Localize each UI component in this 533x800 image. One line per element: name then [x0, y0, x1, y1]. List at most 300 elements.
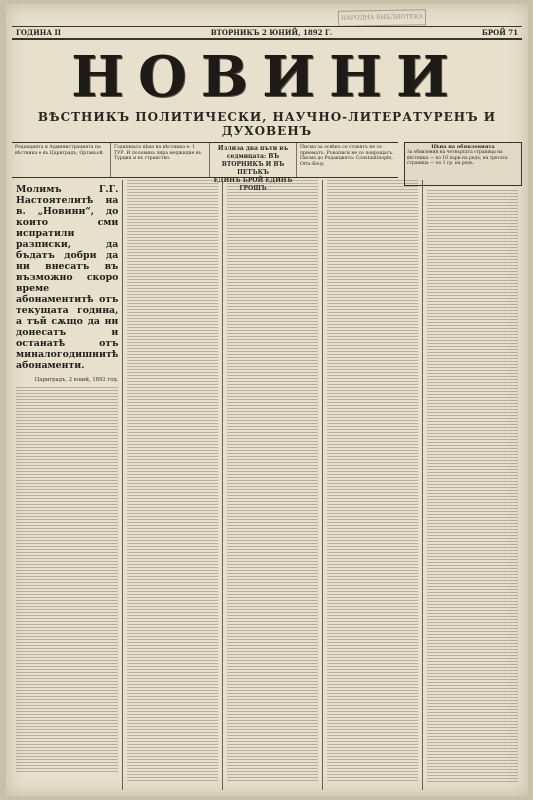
text-lines: [427, 379, 518, 387]
text-lines: [327, 369, 418, 377]
text-lines: [227, 576, 318, 584]
text-lines: [427, 451, 518, 459]
text-lines: [127, 612, 218, 620]
text-lines: [327, 657, 418, 665]
text-lines: [127, 594, 218, 602]
text-lines: [327, 279, 418, 287]
text-lines: [327, 198, 418, 206]
text-lines: [127, 684, 218, 692]
text-lines: [127, 630, 218, 638]
text-lines: [127, 729, 218, 737]
text-lines: [427, 460, 518, 468]
text-lines: [127, 333, 218, 341]
text-lines: [127, 639, 218, 647]
text-lines: [327, 576, 418, 584]
text-lines: [127, 324, 218, 332]
text-lines: [427, 757, 518, 765]
text-lines: [16, 531, 118, 539]
text-lines: [227, 594, 318, 602]
text-lines: [227, 711, 318, 719]
text-lines: [227, 198, 318, 206]
text-lines: [16, 630, 118, 638]
text-lines: [16, 396, 118, 404]
text-lines: [327, 477, 418, 485]
text-lines: [327, 738, 418, 746]
column-4-text-block: [327, 180, 418, 782]
text-lines: [16, 567, 118, 575]
text-lines: [227, 405, 318, 413]
advert-price-title: Цѣна на обявленията: [431, 144, 495, 150]
text-lines: [127, 207, 218, 215]
text-lines: [427, 712, 518, 720]
column-3: [223, 180, 323, 790]
text-lines: [16, 486, 118, 494]
text-lines: [127, 261, 218, 269]
text-lines: [16, 720, 118, 728]
column-2: [123, 180, 223, 790]
text-lines: [227, 684, 318, 692]
text-lines: [127, 540, 218, 548]
text-lines: [127, 378, 218, 386]
text-lines: [127, 306, 218, 314]
text-lines: [127, 369, 218, 377]
top-info-line: [12, 26, 522, 40]
text-lines: [16, 756, 118, 764]
info-letters: Писма за освѣнъ се ставятъ не се приематъ. Ръкописи не се повръщатъ. Писма до Редакцията: Constantinople, Orta-Keuy.: [300, 145, 394, 167]
text-lines: [127, 279, 218, 287]
text-lines: [327, 639, 418, 647]
text-lines: [227, 459, 318, 467]
text-lines: [427, 514, 518, 522]
text-lines: [327, 603, 418, 611]
text-lines: [427, 298, 518, 306]
text-lines: [427, 667, 518, 675]
newspaper-title: НОВИНИ: [71, 44, 463, 110]
text-lines: [227, 450, 318, 458]
text-lines: [127, 189, 218, 197]
text-lines: [127, 432, 218, 440]
text-lines: [427, 505, 518, 513]
text-lines: [327, 693, 418, 701]
text-lines: [16, 747, 118, 755]
text-lines: [127, 405, 218, 413]
text-lines: [127, 288, 218, 296]
text-lines: [16, 504, 118, 512]
text-lines: [427, 370, 518, 378]
text-lines: [227, 261, 318, 269]
text-lines: [227, 504, 318, 512]
text-lines: [427, 568, 518, 576]
text-lines: [327, 630, 418, 638]
text-lines: [327, 459, 418, 467]
text-lines: [327, 216, 418, 224]
text-lines: [227, 639, 318, 647]
text-lines: [127, 270, 218, 278]
text-lines: [427, 343, 518, 351]
text-lines: [227, 612, 318, 620]
text-lines: [127, 180, 218, 188]
text-lines: [327, 549, 418, 557]
text-lines: [127, 504, 218, 512]
text-lines: [227, 486, 318, 494]
text-lines: [327, 621, 418, 629]
text-lines: [327, 432, 418, 440]
issue-label: БРОЙ 71: [481, 28, 518, 37]
text-lines: [16, 549, 118, 557]
text-lines: [427, 496, 518, 504]
text-lines: [427, 253, 518, 261]
text-lines: [227, 243, 318, 251]
column-2-text-block: [127, 180, 218, 782]
text-lines: [327, 450, 418, 458]
newspaper-page: [6, 4, 528, 796]
text-lines: [127, 360, 218, 368]
text-lines: [227, 360, 318, 368]
text-lines: [427, 703, 518, 711]
text-lines: [16, 765, 118, 773]
text-lines: [227, 378, 318, 386]
text-lines: [327, 468, 418, 476]
text-lines: [227, 675, 318, 683]
text-lines: [427, 352, 518, 360]
text-lines: [227, 567, 318, 575]
text-lines: [16, 729, 118, 737]
text-lines: [327, 207, 418, 215]
text-lines: [427, 424, 518, 432]
text-lines: [427, 604, 518, 612]
text-lines: [227, 225, 318, 233]
column-3-text-block: [227, 180, 318, 782]
column-5: [423, 180, 522, 790]
text-lines: [227, 342, 318, 350]
advert-price-text: За обявления на четвъртата страница на вѣстника — по 10 пари на редъ; на третата страница — по 1 гр. на редъ.: [407, 150, 508, 167]
text-lines: [127, 621, 218, 629]
text-lines: [327, 315, 418, 323]
text-lines: [16, 468, 118, 476]
text-lines: [227, 522, 318, 530]
text-lines: [427, 271, 518, 279]
text-lines: [427, 415, 518, 423]
text-lines: [427, 244, 518, 252]
text-lines: [327, 261, 418, 269]
text-lines: [227, 603, 318, 611]
text-lines: [127, 585, 218, 593]
dateline: Цариградъ, 2 юний, 1892 год.: [34, 377, 119, 383]
text-lines: [427, 406, 518, 414]
text-lines: [427, 631, 518, 639]
text-lines: [427, 361, 518, 369]
text-lines: [327, 423, 418, 431]
text-lines: [127, 243, 218, 251]
text-lines: [427, 487, 518, 495]
text-lines: [127, 396, 218, 404]
info-frequency: [210, 143, 297, 192]
text-lines: [127, 666, 218, 674]
text-lines: [16, 603, 118, 611]
text-lines: [16, 441, 118, 449]
text-lines: [227, 666, 318, 674]
date-label: ВТОРНИКЪ 2 ЮНИЙ, 1892 Г.: [210, 28, 333, 37]
text-lines: [227, 270, 318, 278]
text-lines: [227, 441, 318, 449]
text-lines: [427, 208, 518, 216]
text-lines: [127, 675, 218, 683]
text-lines: [227, 180, 318, 188]
text-lines: [427, 397, 518, 405]
text-lines: [227, 756, 318, 764]
text-lines: [127, 558, 218, 566]
text-lines: [427, 775, 518, 783]
text-lines: [227, 495, 318, 503]
text-lines: [127, 576, 218, 584]
text-lines: [327, 765, 418, 773]
text-lines: [127, 567, 218, 575]
text-lines: [427, 262, 518, 270]
text-lines: [16, 639, 118, 647]
text-lines: [327, 585, 418, 593]
text-lines: [327, 234, 418, 242]
text-lines: [427, 235, 518, 243]
text-lines: [427, 307, 518, 315]
text-lines: [127, 477, 218, 485]
text-lines: [327, 351, 418, 359]
text-lines: [427, 739, 518, 747]
text-lines: [427, 523, 518, 531]
text-lines: [227, 702, 318, 710]
text-lines: [16, 477, 118, 485]
text-lines: [127, 693, 218, 701]
text-lines: [227, 558, 318, 566]
text-lines: [327, 558, 418, 566]
text-lines: [327, 729, 418, 737]
text-lines: [16, 405, 118, 413]
text-lines: [16, 432, 118, 440]
text-lines: [16, 423, 118, 431]
text-lines: [427, 586, 518, 594]
text-lines: [16, 702, 118, 710]
text-lines: [227, 729, 318, 737]
text-lines: [327, 225, 418, 233]
info-bar: [12, 142, 398, 192]
text-lines: [227, 738, 318, 746]
text-lines: [327, 684, 418, 692]
text-lines: [227, 765, 318, 773]
text-lines: [16, 693, 118, 701]
text-lines: [427, 334, 518, 342]
text-lines: [227, 324, 318, 332]
text-lines: [227, 234, 318, 242]
text-lines: [16, 558, 118, 566]
text-lines: [127, 351, 218, 359]
text-lines: [127, 549, 218, 557]
text-lines: [327, 675, 418, 683]
text-lines: [327, 324, 418, 332]
text-lines: [127, 495, 218, 503]
text-lines: [227, 387, 318, 395]
text-lines: [227, 333, 318, 341]
text-lines: [227, 648, 318, 656]
text-lines: [16, 495, 118, 503]
text-lines: [227, 621, 318, 629]
column-4: [323, 180, 423, 790]
text-lines: [127, 486, 218, 494]
article-columns: [12, 180, 522, 790]
text-lines: [127, 450, 218, 458]
text-lines: [127, 531, 218, 539]
text-lines: [16, 414, 118, 422]
text-lines: [327, 252, 418, 260]
text-lines: [427, 730, 518, 738]
text-lines: [327, 756, 418, 764]
text-lines: [427, 694, 518, 702]
text-lines: [227, 468, 318, 476]
text-lines: [327, 270, 418, 278]
text-lines: [327, 666, 418, 674]
text-lines: [127, 198, 218, 206]
text-lines: [327, 594, 418, 602]
text-lines: [327, 441, 418, 449]
text-lines: [127, 702, 218, 710]
text-lines: [227, 774, 318, 782]
text-lines: [327, 612, 418, 620]
text-lines: [427, 658, 518, 666]
text-lines: [16, 711, 118, 719]
text-lines: [327, 720, 418, 728]
library-stamp: НАРОДНА БИБЛИОТЕКА: [338, 9, 426, 27]
text-lines: [227, 216, 318, 224]
text-lines: [427, 559, 518, 567]
text-lines: [16, 585, 118, 593]
text-lines: [16, 450, 118, 458]
text-lines: [227, 279, 318, 287]
text-lines: [327, 342, 418, 350]
text-lines: [227, 720, 318, 728]
text-lines: [227, 540, 318, 548]
text-lines: [327, 189, 418, 197]
text-lines: [427, 622, 518, 630]
text-lines: [227, 288, 318, 296]
text-lines: [327, 522, 418, 530]
text-lines: [16, 522, 118, 530]
text-lines: [127, 765, 218, 773]
text-lines: [427, 469, 518, 477]
info-single-price: ЕДИНЪ БРОЙ ЕДИНЪ ГРОШЪ: [213, 177, 293, 192]
text-lines: [327, 405, 418, 413]
text-lines: [427, 649, 518, 657]
text-lines: [127, 297, 218, 305]
text-lines: [16, 513, 118, 521]
text-lines: [427, 532, 518, 540]
info-price: Годишната цѣна на вѣстника е: 1 ТУР. И половина лира меджидие въ Турция и въ странство.: [111, 143, 210, 177]
text-lines: [427, 613, 518, 621]
text-lines: [127, 387, 218, 395]
info-editorial: Редакцията и Администрацията на вѣстника е въ Цариградъ, Ортакьой.: [12, 143, 111, 177]
text-lines: [327, 567, 418, 575]
text-lines: [427, 541, 518, 549]
text-lines: [427, 316, 518, 324]
text-lines: [427, 595, 518, 603]
text-lines: [427, 685, 518, 693]
text-lines: [427, 748, 518, 756]
text-lines: [227, 432, 318, 440]
text-lines: [327, 774, 418, 782]
text-lines: [227, 549, 318, 557]
text-lines: [327, 306, 418, 314]
text-lines: [327, 531, 418, 539]
text-lines: [227, 189, 318, 197]
text-lines: [327, 360, 418, 368]
text-lines: [227, 585, 318, 593]
text-lines: [327, 504, 418, 512]
text-lines: [16, 387, 118, 395]
text-lines: [327, 396, 418, 404]
text-lines: [127, 459, 218, 467]
text-lines: [16, 594, 118, 602]
text-lines: [327, 513, 418, 521]
text-lines: [327, 288, 418, 296]
text-lines: [327, 180, 418, 188]
text-lines: [227, 396, 318, 404]
text-lines: [127, 225, 218, 233]
text-lines: [16, 648, 118, 656]
text-lines: [427, 325, 518, 333]
text-lines: [427, 190, 518, 198]
text-lines: [127, 522, 218, 530]
text-lines: [427, 199, 518, 207]
text-lines: [327, 747, 418, 755]
text-lines: [227, 414, 318, 422]
text-lines: [427, 442, 518, 450]
column-1: [12, 180, 123, 790]
text-lines: [427, 766, 518, 774]
text-lines: [16, 612, 118, 620]
text-lines: [127, 738, 218, 746]
text-lines: [127, 414, 218, 422]
text-lines: [127, 747, 218, 755]
text-lines: [427, 433, 518, 441]
text-lines: [427, 676, 518, 684]
text-lines: [227, 207, 318, 215]
text-lines: [327, 387, 418, 395]
text-lines: [427, 478, 518, 486]
text-lines: [127, 756, 218, 764]
text-lines: [16, 459, 118, 467]
text-lines: [227, 306, 318, 314]
text-lines: [227, 369, 318, 377]
text-lines: [227, 297, 318, 305]
text-lines: [127, 513, 218, 521]
text-lines: [427, 226, 518, 234]
text-lines: [227, 351, 318, 359]
text-lines: [427, 217, 518, 225]
newspaper-subtitle: ВѢСТНИКЪ ПОЛИТИЧЕСКИ, НАУЧНО-ЛИТЕРАТУРЕНЪ И ДУХОВЕНЪ: [37, 110, 497, 138]
text-lines: [427, 289, 518, 297]
info-frequency-text: Излиза два пъти въ седмицата: ВЪ ВТОРНИКЪ И ВЪ ПЕТЪКЪ: [217, 145, 289, 176]
text-lines: [227, 423, 318, 431]
text-lines: [327, 702, 418, 710]
text-lines: [127, 216, 218, 224]
text-lines: [127, 648, 218, 656]
text-lines: [127, 657, 218, 665]
text-lines: [127, 441, 218, 449]
text-lines: [327, 495, 418, 503]
text-lines: [327, 297, 418, 305]
text-lines: [227, 252, 318, 260]
text-lines: [127, 252, 218, 260]
text-lines: [227, 531, 318, 539]
text-lines: [16, 684, 118, 692]
text-lines: [127, 342, 218, 350]
